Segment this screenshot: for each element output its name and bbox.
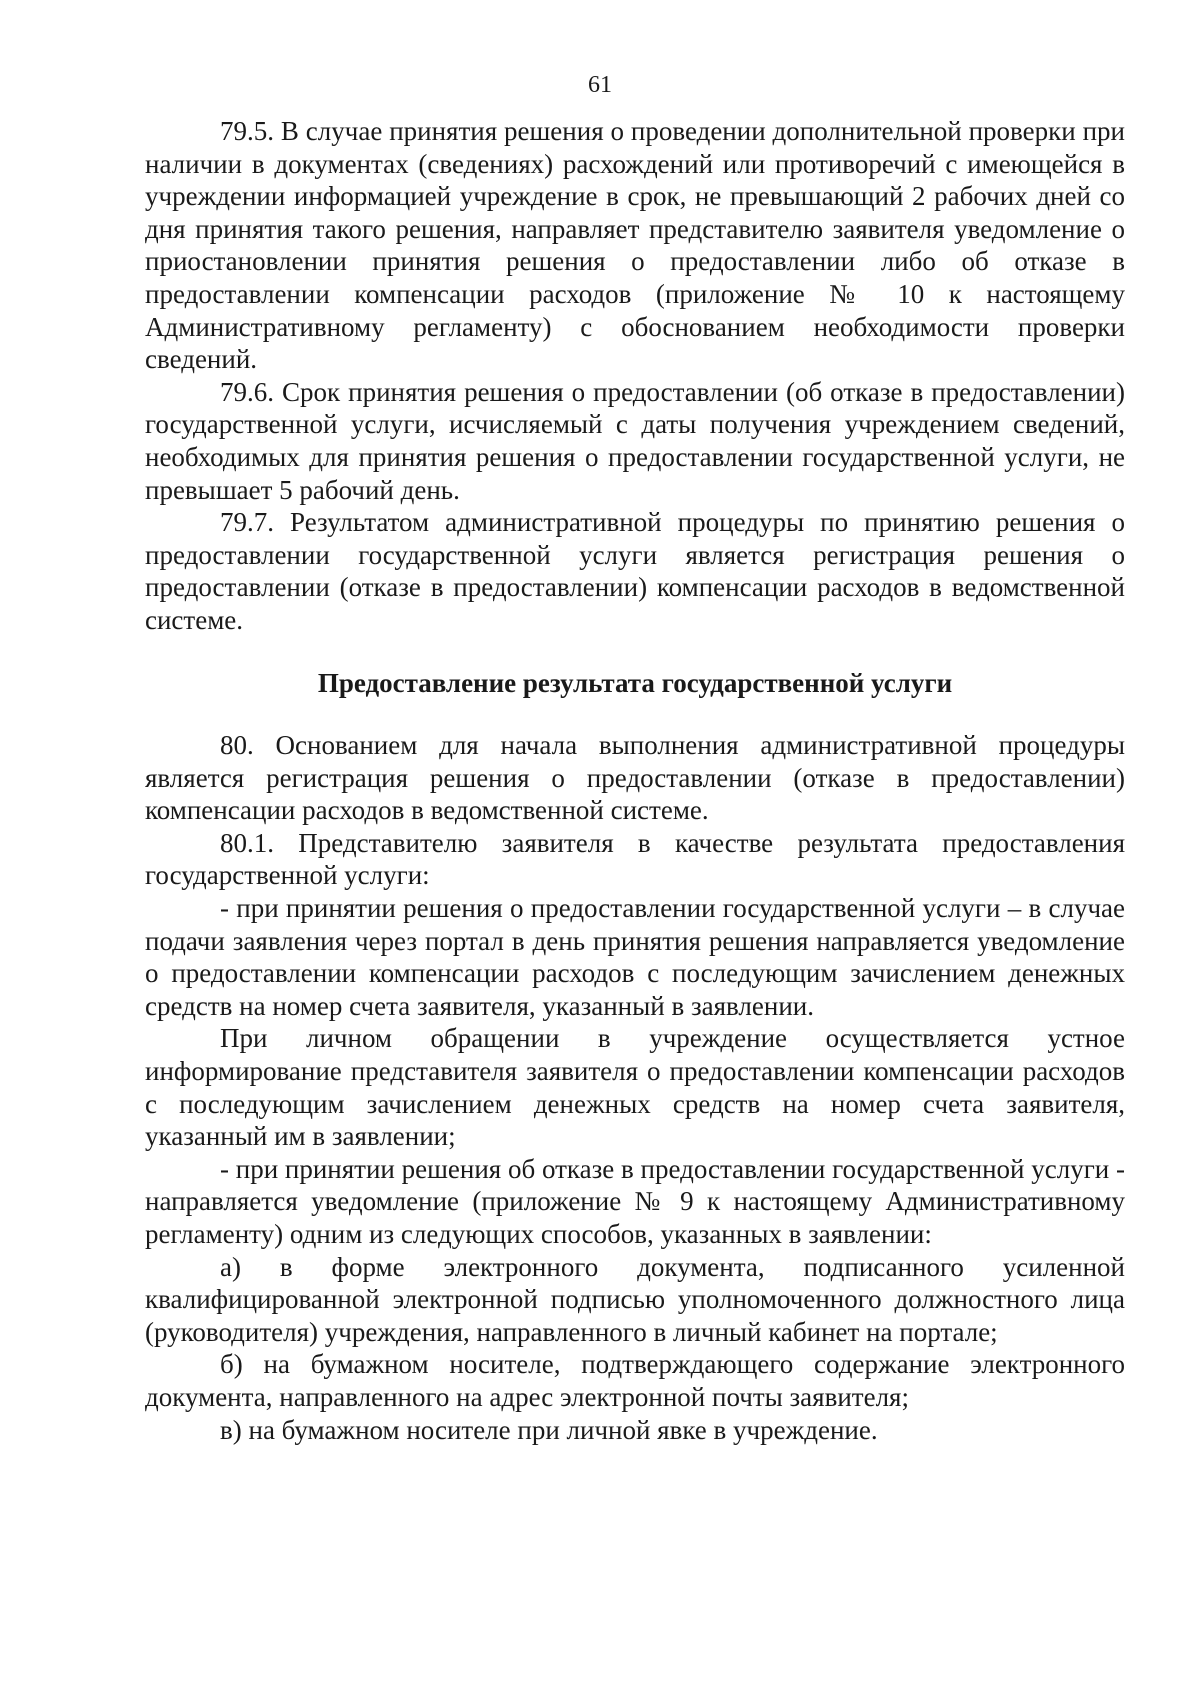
paragraph-80: 80. Основанием для начала выполнения административной процедуры является регистрация решения о предоставлении (отказе в предоставлении) компенсации расходов в ведомственной системе. — [145, 730, 1125, 826]
section-heading: Предоставление результата государственной услуги — [317, 667, 953, 698]
paragraph-bullet-refusal: - при принятии решения об отказе в предоставлении государственной услуги - направляется уведомление (приложение № 9 к настоящему Административному регламенту) одним из следующих способов, указанных в заявлении: — [145, 1153, 1125, 1249]
document-body — [145, 115, 1125, 1446]
paragraph-personal-visit: При личном обращении в учреждение осуществляется устное информирование представителя заявителя о предоставлении компенсации расходов с последующим зачислением денежных средств на номер счета заявителя, указанный им в заявлении; — [145, 1023, 1125, 1152]
list-item-a: а) в форме электронного документа, подписанного усиленной квалифицированной электронной подписью уполномоченного должностного лица (руководителя) учреждения, направленного в личный кабинет на портале; — [145, 1251, 1125, 1347]
paragraph-79-6: 79.6. Срок принятия решения о предоставлении (об отказе в предоставлении) государственной услуги, исчисляемый с даты получения учреждением сведений, необходимых для принятия решения о предоставлении государственной услуги, не превышает 5 рабочий день. — [145, 376, 1125, 505]
list-item-b: б) на бумажном носителе, подтверждающего содержание электронного документа, направленного на адрес электронной почты заявителя; — [145, 1349, 1125, 1412]
paragraph-79-5: 79.5. В случае принятия решения о проведении дополнительной проверки при наличии в документах (сведениях) расхождений или противоречий с имеющейся в учреждении информацией учреждение в срок, не превышающий 2 рабочих дней со дня принятия такого решения, направляет представителю заявителя уведомление о приостановлении принятия решения о предоставлении либо об отказе в предоставлении компенсации расходов (приложение № 10 к настоящему Административному регламенту) с обоснованием необходимости проверки сведений. — [145, 116, 1125, 375]
paragraph-80-1: 80.1. Представителю заявителя в качестве результата предоставления государственной услуги: — [145, 827, 1125, 891]
page-number: 61 — [588, 72, 612, 98]
paragraph-79-7: 79.7. Результатом административной процедуры по принятию решения о предоставлении государственной услуги является регистрация решения о предоставлении (отказе в предоставлении) компенсации расходов в ведомственной системе. — [145, 507, 1125, 635]
list-item-v: в) на бумажном носителе при личной явке в учреждение. — [220, 1414, 878, 1445]
paragraph-bullet-approval: - при принятии решения о предоставлении государственной услуги – в случае подачи заявления через портал в день принятия решения направляется уведомление о предоставлении компенсации расходов с последующим зачислением денежных средств на номер счета заявителя, указанный в заявлении. — [145, 893, 1125, 1021]
